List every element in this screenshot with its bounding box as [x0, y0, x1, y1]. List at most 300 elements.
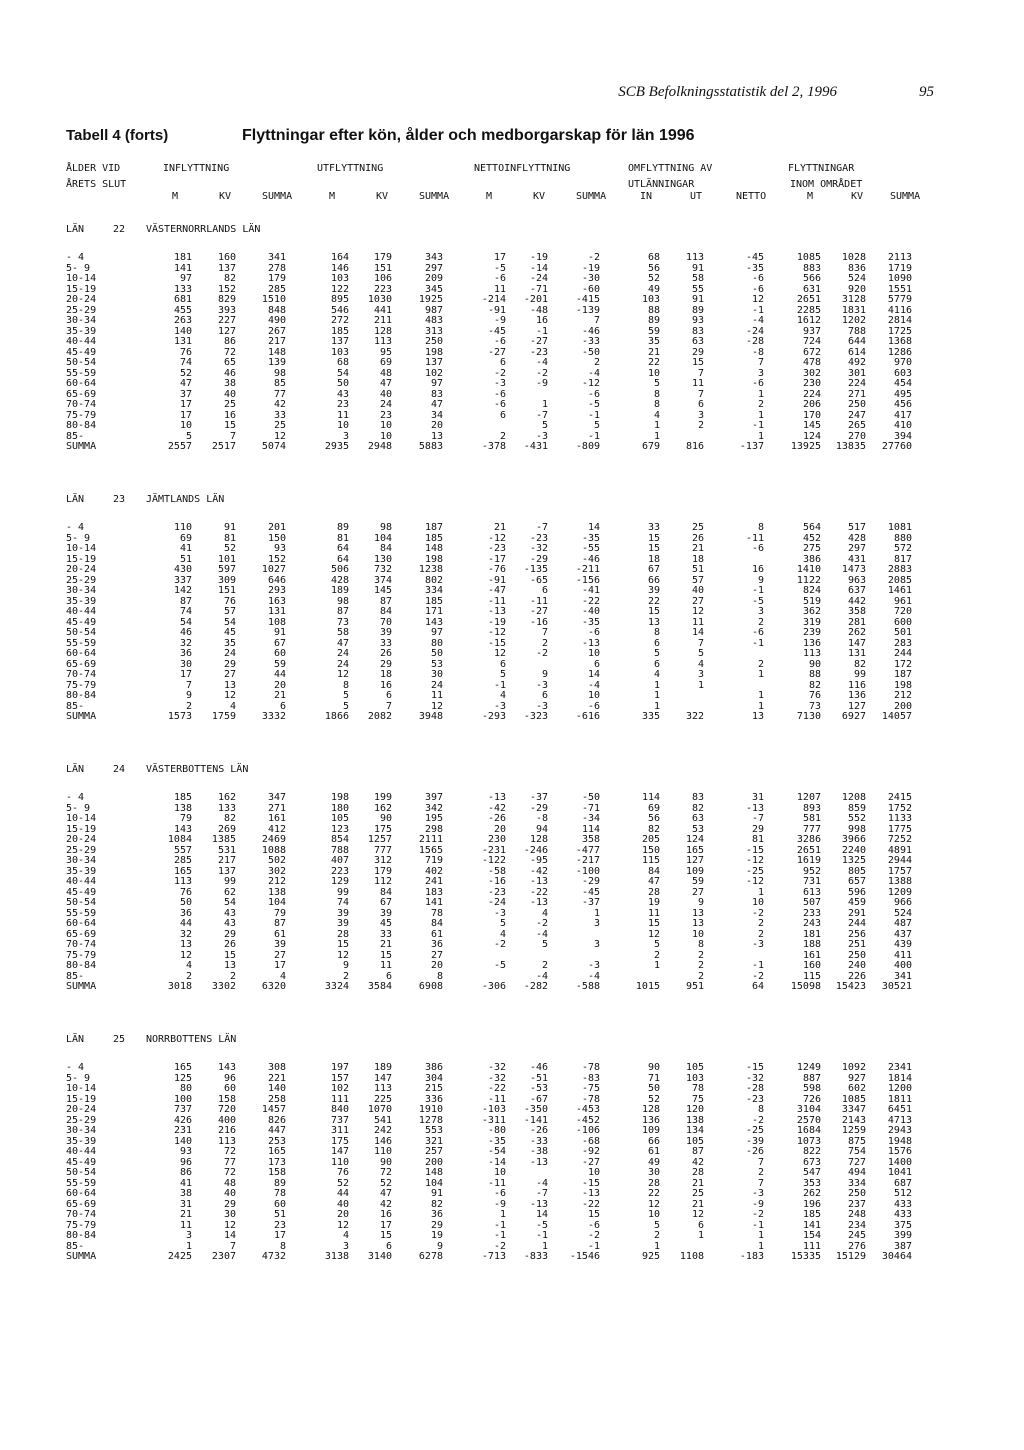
cell-omfl-ut: 8 [697, 939, 704, 950]
cell-omfl-ut: 75 [691, 1093, 704, 1105]
cell-ut-summa: 185 [424, 595, 443, 607]
cell-in-kv: 158 [217, 1093, 236, 1105]
cell-netto-m: -5 [493, 960, 506, 971]
cell-netto-summa: 6 [593, 658, 600, 670]
cell-in-kv: 35 [223, 637, 236, 649]
cell-in-m: 41 [179, 1177, 192, 1189]
cell-netto-m: 21 [493, 522, 506, 533]
cell-in-m: 52 [179, 367, 192, 379]
cell-netto-kv: -71 [529, 283, 548, 295]
cell-flytt-m: 154 [802, 1230, 821, 1241]
cell-netto-summa: -12 [581, 378, 600, 389]
cell-omfl-netto: -3 [751, 1188, 764, 1199]
cell-in-summa: 77 [273, 388, 286, 400]
cell-in-kv: 137 [217, 865, 236, 877]
table-row [0, 389, 1024, 400]
cell-in-kv: 46 [223, 367, 236, 379]
cell-omfl-ut: 18 [691, 553, 704, 565]
cell-netto-m: 6 [499, 409, 506, 421]
cell-ut-m: 102 [330, 1083, 349, 1094]
cell-netto-m: 230 [487, 834, 506, 845]
cell-in-summa: 412 [267, 823, 286, 835]
cell-omfl-in: 8 [653, 627, 660, 638]
cell-flytt-kv: 147 [847, 637, 866, 649]
cell-flytt-summa: 417 [893, 409, 912, 421]
cell-netto-summa: -453 [575, 1104, 600, 1115]
cell-omfl-in: 61 [647, 1146, 660, 1157]
cell-netto-summa: -50 [581, 792, 600, 803]
cell-netto-kv: -22 [529, 886, 548, 898]
cell-ut-m: 9 [342, 960, 349, 971]
cell-netto-kv: 6 [541, 690, 548, 701]
cell-netto-m: -54 [487, 1146, 506, 1157]
cell-omfl-ut: 109 [685, 865, 704, 877]
cell-netto-summa: 2 [593, 357, 600, 368]
cell-in-kv: 30 [223, 1209, 236, 1220]
cell-ut-kv: 15 [379, 1230, 392, 1241]
table-row [0, 1167, 1024, 1178]
cell-netto-summa: -5 [587, 399, 600, 410]
cell-flytt-m: 631 [802, 283, 821, 295]
age-group-cell: 35-39 [66, 865, 97, 877]
cell-flytt-m: 893 [802, 802, 821, 814]
cell-in-summa: 217 [267, 336, 286, 347]
cell-omfl-in: 1 [653, 430, 660, 442]
cell-omfl-netto: -24 [745, 325, 764, 337]
cell-omfl-in: 205 [641, 834, 660, 845]
cell-flytt-kv: 657 [847, 876, 866, 887]
cell-omfl-netto: -26 [745, 1146, 764, 1157]
cell-netto-summa: -30 [581, 273, 600, 284]
header-omflyttning-ut: UT [690, 191, 703, 202]
cell-netto-summa: -1546 [569, 1251, 600, 1262]
cell-ut-kv: 6 [385, 970, 392, 982]
cell-flytt-summa: 172 [893, 658, 912, 670]
cell-flytt-summa: 487 [893, 918, 912, 929]
cell-flytt-kv: 301 [847, 367, 866, 379]
cell-in-summa: 158 [267, 1167, 286, 1178]
cell-flytt-summa: 720 [893, 606, 912, 617]
cell-netto-summa: -139 [575, 304, 600, 316]
cell-netto-m: -24 [487, 897, 506, 908]
cell-ut-kv: 777 [373, 844, 392, 856]
cell-netto-kv: -19 [529, 252, 548, 263]
cell-omfl-in: 56 [647, 262, 660, 274]
table-row [0, 950, 1024, 961]
age-group-cell: 80-84 [66, 690, 97, 701]
cell-netto-kv: -7 [535, 409, 548, 421]
cell-netto-kv: -4 [535, 357, 548, 368]
cell-flytt-m: 262 [802, 1188, 821, 1199]
cell-flytt-m: 1207 [796, 792, 821, 803]
cell-flytt-summa: 2113 [887, 252, 912, 263]
cell-flytt-summa: 600 [893, 616, 912, 628]
cell-in-m: 185 [173, 792, 192, 803]
cell-in-summa: 173 [267, 1156, 286, 1168]
cell-flytt-summa: 603 [893, 367, 912, 379]
cell-omfl-in: 1 [653, 960, 660, 971]
cell-omfl-netto: -2 [751, 970, 764, 982]
cell-in-m: 17 [179, 399, 192, 410]
cell-flytt-kv: 442 [847, 595, 866, 607]
age-group-cell: 15-19 [66, 553, 97, 565]
cell-omfl-netto: 2 [757, 616, 764, 628]
cell-netto-summa: -2 [587, 252, 600, 263]
cell-flytt-m: 145 [802, 420, 821, 431]
cell-omfl-netto: -1 [751, 637, 764, 649]
cell-omfl-ut: 13 [691, 918, 704, 929]
cell-netto-kv: -141 [523, 1114, 548, 1126]
cell-in-m: 76 [179, 346, 192, 358]
cell-in-m: 140 [173, 325, 192, 337]
cell-netto-summa: -33 [581, 336, 600, 347]
cell-in-m: 133 [173, 283, 192, 295]
cell-in-m: 12 [179, 949, 192, 961]
cell-ut-kv: 312 [373, 855, 392, 866]
cell-netto-m: -22 [487, 1083, 506, 1094]
cell-flytt-summa: 2883 [887, 564, 912, 575]
cell-netto-kv: 7 [541, 627, 548, 638]
cell-in-m: 430 [173, 564, 192, 575]
cell-omfl-in: 6 [653, 658, 660, 670]
header-omflyttning-in: IN [640, 191, 653, 202]
cell-ut-summa: 6908 [418, 981, 443, 992]
cell-ut-m: 272 [330, 315, 349, 326]
cell-netto-summa: -35 [581, 532, 600, 544]
cell-flytt-kv: 998 [847, 823, 866, 835]
table-row [0, 1125, 1024, 1136]
cell-flytt-m: 3104 [796, 1104, 821, 1115]
cell-netto-summa: -616 [575, 711, 600, 722]
county-label: LÄN [66, 1034, 85, 1045]
cell-flytt-kv: 271 [847, 388, 866, 400]
cell-flytt-summa: 433 [893, 1209, 912, 1220]
cell-netto-m: -2 [493, 1240, 506, 1252]
cell-flytt-summa: 970 [893, 357, 912, 368]
cell-flytt-kv: 1028 [841, 252, 866, 263]
county-title [66, 764, 966, 778]
cell-omfl-ut: 816 [685, 441, 704, 452]
cell-netto-summa: -60 [581, 283, 600, 295]
cell-netto-summa: -68 [581, 1135, 600, 1147]
table-row [0, 855, 1024, 866]
cell-omfl-in: 10 [647, 367, 660, 379]
cell-netto-kv: -9 [535, 378, 548, 389]
cell-ut-summa: 198 [424, 346, 443, 358]
cell-omfl-in: 15 [647, 543, 660, 554]
age-group-cell: 40-44 [66, 606, 97, 617]
cell-omfl-in: 66 [647, 574, 660, 586]
cell-in-m: 5 [185, 430, 192, 442]
table-row [0, 887, 1024, 898]
cell-netto-summa: 3 [593, 939, 600, 950]
cell-omfl-ut: 21 [691, 1177, 704, 1189]
cell-omfl-ut: 127 [685, 855, 704, 866]
cell-flytt-summa: 27760 [881, 441, 912, 452]
cell-netto-kv: -16 [529, 616, 548, 628]
cell-in-kv: 2307 [211, 1251, 236, 1262]
cell-netto-m: -26 [487, 813, 506, 824]
cell-netto-summa: -35 [581, 616, 600, 628]
cell-in-m: 681 [173, 294, 192, 305]
cell-netto-kv: -4 [535, 928, 548, 940]
cell-omfl-in: 1 [653, 1240, 660, 1252]
cell-flytt-kv: 13835 [835, 441, 866, 452]
cell-ut-summa: 1565 [418, 844, 443, 856]
cell-ut-summa: 298 [424, 823, 443, 835]
cell-netto-kv: -48 [529, 304, 548, 316]
cell-ut-m: 854 [330, 834, 349, 845]
cell-ut-kv: 2082 [367, 711, 392, 722]
cell-ut-m: 840 [330, 1104, 349, 1115]
cell-omfl-ut: 105 [685, 1062, 704, 1073]
cell-omfl-ut: 113 [685, 252, 704, 263]
cell-omfl-netto: -4 [751, 315, 764, 326]
cell-netto-summa: -41 [581, 585, 600, 596]
age-group-cell: 65-69 [66, 388, 97, 400]
age-group-cell: 40-44 [66, 876, 97, 887]
cell-ut-m: 895 [330, 294, 349, 305]
cell-in-summa: 1027 [261, 564, 286, 575]
age-group-cell: - 4 [66, 522, 85, 533]
cell-ut-summa: 104 [424, 1177, 443, 1189]
cell-flytt-m: 181 [802, 928, 821, 940]
cell-flytt-summa: 6451 [887, 1104, 912, 1115]
cell-omfl-netto: 2 [757, 658, 764, 670]
cell-flytt-summa: 437 [893, 928, 912, 940]
cell-netto-m: -3 [493, 378, 506, 389]
cell-omfl-in: 28 [647, 886, 660, 898]
table-row [0, 908, 1024, 919]
cell-in-kv: 25 [223, 399, 236, 410]
cell-ut-m: 40 [336, 1198, 349, 1210]
cell-flytt-m: 353 [802, 1177, 821, 1189]
cell-omfl-netto: -25 [745, 1125, 764, 1136]
cell-omfl-in: 39 [647, 585, 660, 596]
cell-flytt-kv: 859 [847, 802, 866, 814]
cell-netto-kv: 4 [541, 907, 548, 919]
cell-omfl-in: 13 [647, 616, 660, 628]
cell-omfl-in: 52 [647, 1093, 660, 1105]
cell-netto-m: -47 [487, 585, 506, 596]
cell-in-summa: 212 [267, 876, 286, 887]
cell-flytt-kv: 1202 [841, 315, 866, 326]
cell-in-summa: 79 [273, 907, 286, 919]
table-row [0, 1241, 1024, 1252]
table-row [0, 554, 1024, 565]
cell-omfl-netto: 7 [757, 357, 764, 368]
cell-netto-kv: -4 [535, 1177, 548, 1189]
cell-in-kv: 15 [223, 420, 236, 431]
cell-in-kv: 77 [223, 1156, 236, 1168]
cell-in-summa: 42 [273, 399, 286, 410]
cell-flytt-summa: 2415 [887, 792, 912, 803]
table-row [0, 1209, 1024, 1220]
cell-ut-kv: 374 [373, 574, 392, 586]
cell-omfl-netto: -1 [751, 420, 764, 431]
header-utflyttning-m: M [329, 191, 336, 202]
cell-omfl-ut: 6 [697, 1219, 704, 1231]
cell-netto-kv: -3 [535, 700, 548, 712]
cell-flytt-m: 952 [802, 865, 821, 877]
cell-omfl-netto: -1 [751, 1219, 764, 1231]
cell-flytt-m: 937 [802, 325, 821, 337]
cell-in-m: 37 [179, 388, 192, 400]
cell-flytt-m: 161 [802, 949, 821, 961]
cell-flytt-m: 1684 [796, 1125, 821, 1136]
cell-flytt-m: 547 [802, 1167, 821, 1178]
table-row [0, 1104, 1024, 1115]
age-group-cell: 50-54 [66, 357, 97, 368]
county-label: LÄN [66, 494, 85, 505]
cell-omfl-ut: 21 [691, 543, 704, 554]
county-label: LÄN [66, 764, 85, 775]
cell-netto-summa: 7 [593, 315, 600, 326]
header-netto-kv: KV [533, 191, 546, 202]
cell-in-kv: 2517 [211, 441, 236, 452]
cell-in-summa: 271 [267, 802, 286, 814]
cell-in-summa: 20 [273, 679, 286, 691]
county-code: 24 [113, 764, 126, 775]
cell-omfl-netto: 31 [751, 792, 764, 803]
cell-ut-summa: 553 [424, 1125, 443, 1136]
cell-in-summa: 51 [273, 1209, 286, 1220]
cell-in-summa: 3332 [261, 711, 286, 722]
table-row [0, 596, 1024, 607]
county-title [66, 224, 966, 238]
age-group-cell: 30-34 [66, 1125, 97, 1136]
cell-flytt-m: 452 [802, 532, 821, 544]
cell-netto-m: -16 [487, 876, 506, 887]
cell-omfl-netto: 9 [757, 574, 764, 586]
cell-in-m: 1084 [167, 834, 192, 845]
cell-omfl-in: 18 [647, 553, 660, 565]
cell-omfl-netto: -25 [745, 865, 764, 877]
cell-ut-summa: 1910 [418, 1104, 443, 1115]
cell-netto-m: 6 [499, 357, 506, 368]
table-row [0, 410, 1024, 421]
cell-ut-summa: 11 [430, 690, 443, 701]
header-inflyttning-kv: KV [219, 191, 232, 202]
cell-ut-kv: 146 [373, 1135, 392, 1147]
cell-in-m: 100 [173, 1093, 192, 1105]
cell-in-summa: 104 [267, 897, 286, 908]
cell-omfl-in: 925 [641, 1251, 660, 1262]
cell-in-kv: 2 [229, 970, 236, 982]
header-netto-m: M [486, 191, 493, 202]
county-name: VÄSTERBOTTENS LÄN [146, 764, 249, 775]
age-group-cell: 75-79 [66, 949, 97, 961]
cell-ut-kv: 45 [379, 918, 392, 929]
cell-in-m: 36 [179, 648, 192, 659]
cell-flytt-m: 1073 [796, 1135, 821, 1147]
cell-netto-m: -12 [487, 627, 506, 638]
cell-omfl-ut: 138 [685, 1114, 704, 1126]
cell-in-m: 181 [173, 252, 192, 263]
cell-flytt-m: 15335 [790, 1251, 821, 1262]
cell-netto-kv: -2 [535, 367, 548, 379]
cell-ut-kv: 47 [379, 378, 392, 389]
cell-flytt-summa: 1551 [887, 283, 912, 295]
cell-in-kv: 62 [223, 886, 236, 898]
age-group-cell: 30-34 [66, 855, 97, 866]
cell-in-kv: 143 [217, 1062, 236, 1073]
cell-flytt-m: 7130 [796, 711, 821, 722]
cell-ut-kv: 242 [373, 1125, 392, 1136]
cell-flytt-summa: 1400 [887, 1156, 912, 1168]
cell-ut-summa: 82 [430, 1198, 443, 1210]
cell-netto-m: -231 [481, 844, 506, 856]
age-group-cell: 65-69 [66, 658, 97, 670]
cell-netto-kv: 1 [541, 1240, 548, 1252]
county-block [0, 764, 1024, 1034]
cell-omfl-in: 19 [647, 897, 660, 908]
cell-netto-kv: -67 [529, 1093, 548, 1105]
cell-omfl-netto: -1 [751, 585, 764, 596]
cell-flytt-m: 2570 [796, 1114, 821, 1126]
cell-in-m: 76 [179, 886, 192, 898]
cell-netto-kv: -350 [523, 1104, 548, 1115]
cell-omfl-ut: 1108 [679, 1251, 704, 1262]
age-group-cell: 5- 9 [66, 532, 91, 544]
cell-ut-m: 223 [330, 865, 349, 877]
table-row [0, 939, 1024, 950]
cell-flytt-summa: 961 [893, 595, 912, 607]
cell-flytt-summa: 4891 [887, 844, 912, 856]
cell-in-kv: 160 [217, 252, 236, 263]
table-row [0, 585, 1024, 596]
cell-flytt-m: 188 [802, 939, 821, 950]
cell-ut-summa: 304 [424, 1072, 443, 1084]
cell-netto-summa: -2 [587, 1230, 600, 1241]
cell-ut-m: 111 [330, 1093, 349, 1105]
cell-flytt-kv: 15129 [835, 1251, 866, 1262]
cell-omfl-in: 90 [647, 1062, 660, 1073]
cell-in-m: 51 [179, 553, 192, 565]
cell-ut-m: 311 [330, 1125, 349, 1136]
table-row [0, 1136, 1024, 1147]
cell-in-kv: 720 [217, 1104, 236, 1115]
cell-omfl-in: 21 [647, 346, 660, 358]
cell-omfl-ut: 57 [691, 574, 704, 586]
cell-in-summa: 152 [267, 553, 286, 565]
cell-ut-kv: 128 [373, 325, 392, 337]
cell-ut-m: 164 [330, 252, 349, 263]
cell-ut-m: 157 [330, 1072, 349, 1084]
cell-omfl-in: 136 [641, 1114, 660, 1126]
cell-netto-kv: -323 [523, 711, 548, 722]
cell-in-kv: 38 [223, 378, 236, 389]
cell-ut-m: 4 [342, 1230, 349, 1241]
cell-ut-summa: 30 [430, 669, 443, 680]
cell-ut-kv: 17 [379, 1219, 392, 1231]
cell-ut-kv: 95 [379, 346, 392, 358]
cell-flytt-m: 302 [802, 367, 821, 379]
cell-in-summa: 165 [267, 1146, 286, 1157]
cell-in-summa: 60 [273, 1198, 286, 1210]
cell-netto-m: -3 [493, 700, 506, 712]
cell-omfl-netto: -35 [745, 262, 764, 274]
cell-ut-m: 137 [330, 336, 349, 347]
cell-netto-summa: -100 [575, 865, 600, 877]
cell-omfl-ut: 91 [691, 294, 704, 305]
table-row [0, 981, 1024, 992]
cell-flytt-m: 13925 [790, 441, 821, 452]
cell-ut-summa: 80 [430, 637, 443, 649]
cell-omfl-ut: 78 [691, 1083, 704, 1094]
cell-netto-m: 6 [499, 658, 506, 670]
cell-omfl-netto: -3 [751, 939, 764, 950]
